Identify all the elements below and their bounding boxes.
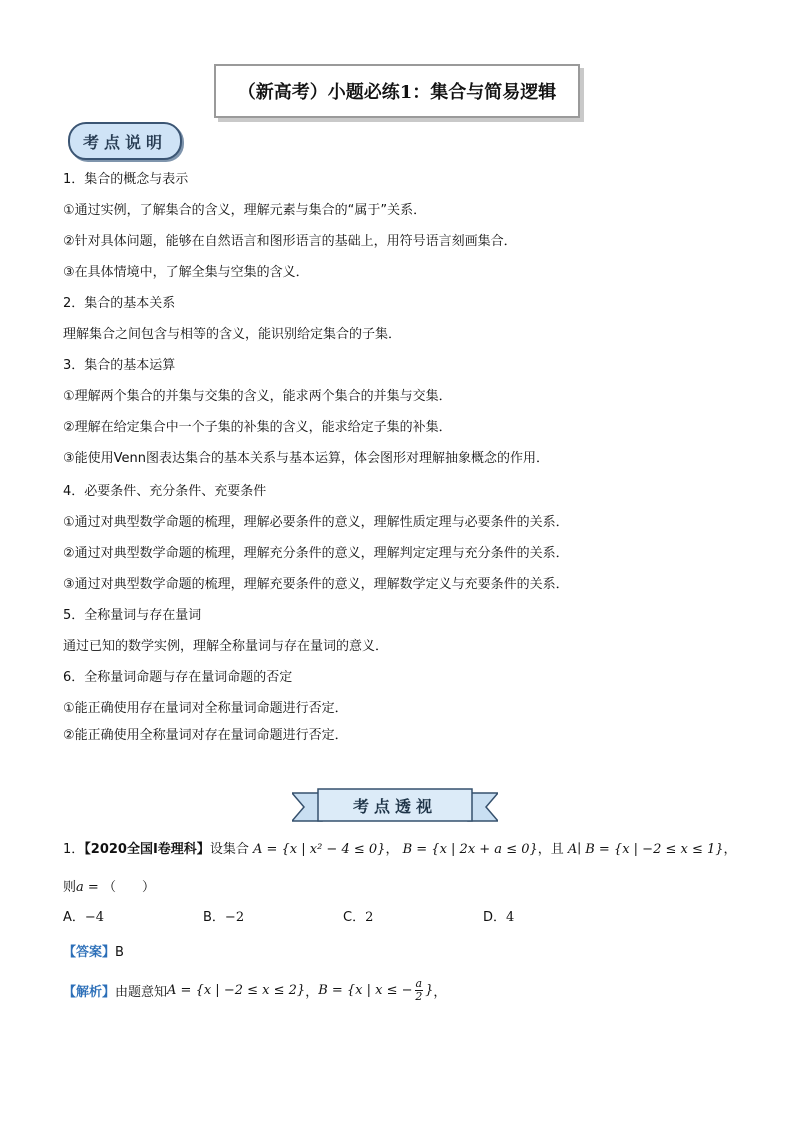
analysis-set-b-end: }	[425, 983, 434, 998]
option-d	[483, 906, 514, 925]
fraction-denominator: 2	[415, 990, 423, 1003]
question-ask	[63, 876, 155, 895]
option-value: 4	[506, 910, 515, 925]
ask-var: a =	[76, 880, 99, 895]
outline-line: ②理解在给定集合中一个子集的补集的含义，能求给定子集的补集．	[63, 420, 452, 435]
analysis-line	[63, 978, 446, 1003]
outline-line: 2．集合的基本关系	[63, 296, 176, 311]
analysis-set-a: A = {x | −2 ≤ x ≤ 2}	[167, 983, 306, 998]
outline-line: ①通过对典型数学命题的梳理，理解必要条件的意义，理解性质定理与必要条件的关系．	[63, 515, 569, 530]
set-a: A = {x | x² − 4 ≤ 0}	[252, 842, 386, 857]
punct: ，	[433, 985, 447, 1000]
section-badge: 考点说明	[68, 122, 182, 160]
outline-line: 4．必要条件、充分条件、充要条件	[63, 484, 267, 499]
question-stem	[63, 838, 737, 857]
option-label: A．	[63, 910, 85, 925]
option-a	[63, 906, 104, 925]
option-b	[203, 906, 244, 925]
answer-tag: 【答案】	[63, 945, 116, 960]
page-title: （新高考）小题必练1：集合与简易逻辑	[214, 64, 580, 118]
stem-text: 设集合	[209, 842, 249, 857]
option-value: −2	[224, 910, 245, 925]
answer-line	[63, 941, 124, 960]
answer-value: B	[115, 945, 124, 960]
punct: ，	[723, 842, 737, 857]
outline-line: ③在具体情境中，了解全集与空集的含义．	[63, 265, 309, 280]
stem-text: ，且	[537, 842, 564, 857]
option-value: 2	[365, 910, 374, 925]
analysis-tag: 【解析】	[63, 985, 116, 1000]
question-source: 【2020全国Ⅰ卷理科】	[84, 842, 210, 857]
set-b: B = {x | 2x + a ≤ 0}	[402, 842, 538, 857]
option-c	[343, 906, 373, 925]
outline-line: ①能正确使用存在量词对全称量词命题进行否定．	[63, 701, 348, 716]
option-label: C．	[343, 910, 366, 925]
analysis-text: 由题意知	[115, 985, 168, 1000]
punct: ，	[305, 985, 319, 1000]
outline-line: 1．集合的概念与表示	[63, 172, 189, 187]
outline-line: ②针对具体问题，能够在自然语言和图形语言的基础上，用符号语言刻画集合．	[63, 234, 517, 249]
outline-line: ③通过对典型数学命题的梳理，理解充要条件的意义，理解数学定义与充要条件的关系．	[63, 577, 569, 592]
outline-line: ②能正确使用全称量词对存在量词命题进行否定．	[63, 728, 348, 743]
option-value: −4	[84, 910, 105, 925]
question-number: 1．	[63, 842, 85, 857]
option-label: D．	[483, 910, 507, 925]
option-label: B．	[203, 910, 225, 925]
fraction	[415, 978, 424, 1003]
outline-line: 5．全称量词与存在量词	[63, 608, 202, 623]
outline-line: 理解集合之间包含与相等的含义，能识别给定集合的子集．	[63, 327, 402, 342]
outline-line: 6．全称量词命题与存在量词命题的否定	[63, 670, 293, 685]
analysis-set-b-start: B = {x | x ≤ −	[318, 983, 413, 998]
outline-line: ①通过实例，了解集合的含义，理解元素与集合的“属于”关系．	[63, 203, 427, 218]
outline-line: ③能使用Venn图表达集合的基本关系与基本运算，体会图形对理解抽象概念的作用．	[63, 451, 550, 466]
outline-line: ①理解两个集合的并集与交集的含义，能求两个集合的并集与交集．	[63, 389, 452, 404]
ask-prefix: 则	[63, 880, 77, 895]
outline-line: 3．集合的基本运算	[63, 358, 176, 373]
outline-line: 通过已知的数学实例，理解全称量词与存在量词的意义．	[63, 639, 389, 654]
ask-paren: （ ）	[102, 880, 155, 895]
intersection: A∣ B = {x | −2 ≤ x ≤ 1}	[567, 842, 724, 857]
outline-line: ②通过对典型数学命题的梳理，理解充分条件的意义，理解判定定理与充分条件的关系．	[63, 546, 569, 561]
fraction-numerator: a	[415, 977, 423, 990]
punct: ，	[385, 842, 399, 857]
banner-title: 考点透视	[352, 796, 437, 816]
